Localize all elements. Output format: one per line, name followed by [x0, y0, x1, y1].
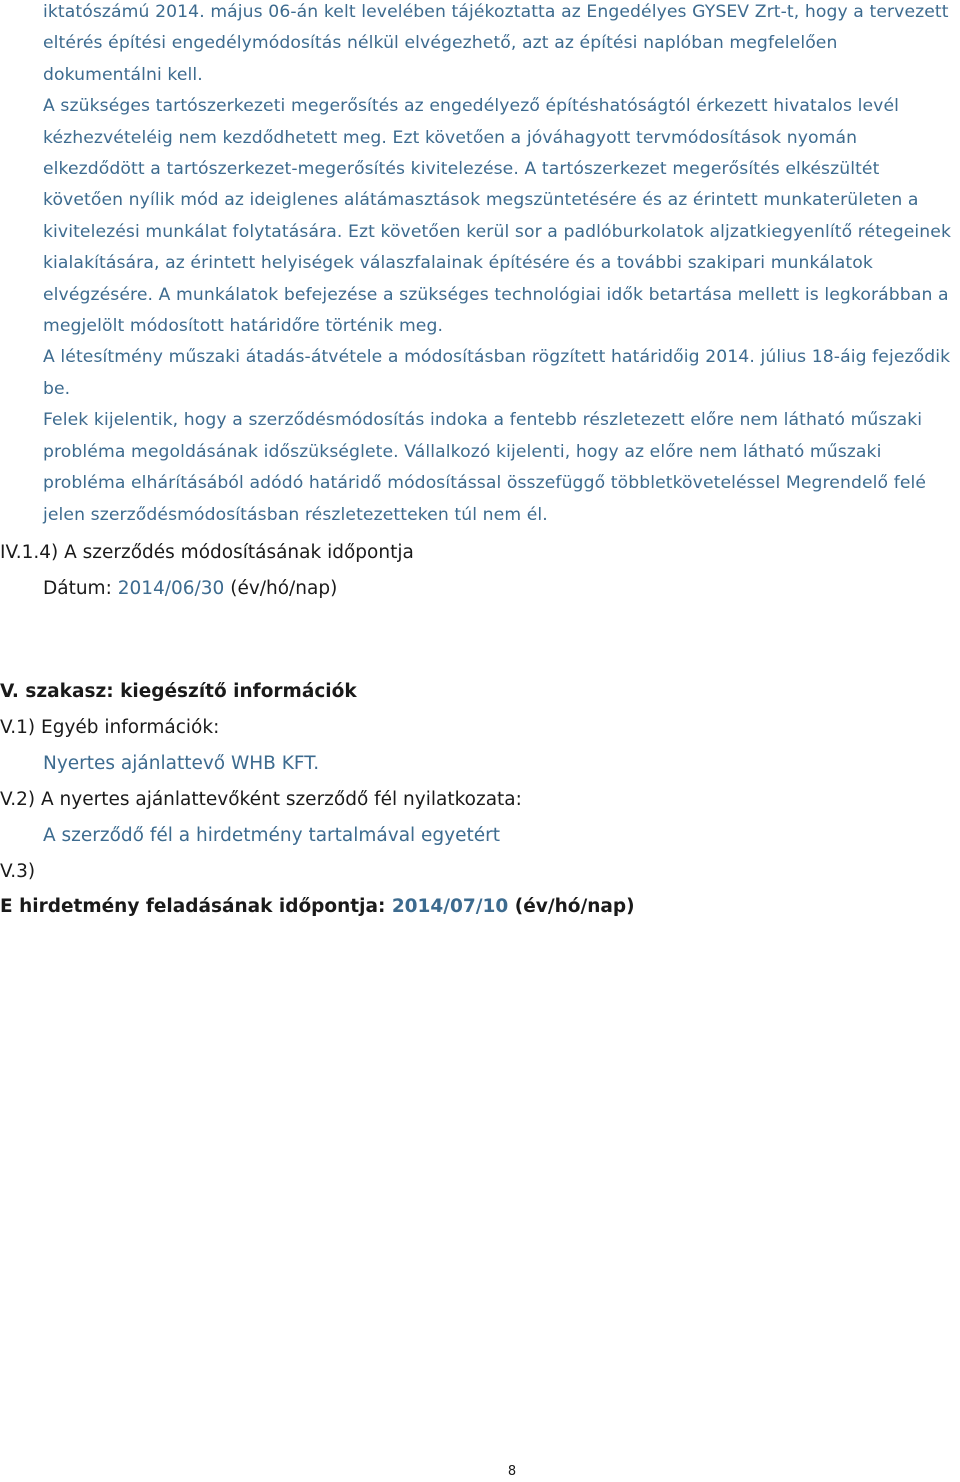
date-label: Dátum: [43, 578, 118, 599]
body-text [43, 0, 958, 531]
body-paragraph-3: A létesítmény műszaki átadás-átvétele a módosításban rögzített határidőig 2014. július 18-áig fejeződik be. [43, 347, 951, 399]
body-paragraph-1: iktatószámú 2014. május 06-án kelt levelében tájékoztatta az Engedélyes GYSEV Zrt-t, hogy a tervezett eltérés építési engedélymódosítás nélkül elvégezhető, azt az építési naplóban megfelelően dokumentálni kell. [43, 2, 949, 85]
section-v2-heading: V.2) A nyertes ajánlattevőként szerződő fél nyilatkozata: [0, 789, 522, 810]
section-v2-value: A szerződő fél a hirdetmény tartalmával egyetért [43, 825, 500, 846]
section-iv-1-4-heading: IV.1.4) A szerződés módosításának időpontja [0, 542, 414, 563]
section-v1-value: Nyertes ajánlattevő WHB KFT. [43, 753, 320, 774]
submission-label: E hirdetmény feladásának időpontja: [0, 896, 392, 917]
body-paragraph-2: A szükséges tartószerkezeti megerősítés az engedélyező építéshatóságtól érkezett hivatalos levél kézhezvételéig nem kezdődhetett meg. Ezt követően a jóváhagyott tervmódosítások nyomán elkezdődött a tartószerkezet-megerősítés kivitelezése. A tartószerkezet megerősítés elkészültét követően nyílik mód az ideiglenes alátámasztások megszüntetésére és az érintett munkaterületen a kivitelezési munkálat folytatására. Ezt követően kerül sor a padlóburkolatok aljzatkiegyenlítő rétegeinek kialakítására, az érintett helyiségek válaszfalainak építésére és a további szakipari munkálatok elvégzésére. A munkálatok befejezése a szükséges technológiai idők betartása mellett is legkorábban a megjelölt módosított határidőre történik meg. [43, 96, 951, 337]
body-paragraph-4: Felek kijelentik, hogy a szerződésmódosítás indoka a fentebb részletezett előre nem látható műszaki probléma megoldásának időszükséglete. Vállalkozó kijelenti, hogy az előre nem látható műszaki probléma elhárításából adódó határidő módosítással összefüggő többletköveteléssel Megrendelő felé jelen szerződésmódosításban részletezetteken túl nem él. [43, 410, 927, 525]
submission-date [0, 894, 635, 920]
section-v1-heading: V.1) Egyéb információk: [0, 717, 220, 738]
date-value: 2014/06/30 [117, 578, 225, 599]
submission-format: (év/hó/nap) [508, 896, 635, 917]
section-v-title: V. szakasz: kiegészítő információk [0, 681, 357, 702]
submission-value: 2014/07/10 [391, 896, 509, 917]
section-v3-heading: V.3) [0, 861, 36, 882]
page-number: 8 [507, 1464, 517, 1479]
date-format: (év/hó/nap) [224, 578, 338, 599]
modification-date [43, 576, 337, 602]
